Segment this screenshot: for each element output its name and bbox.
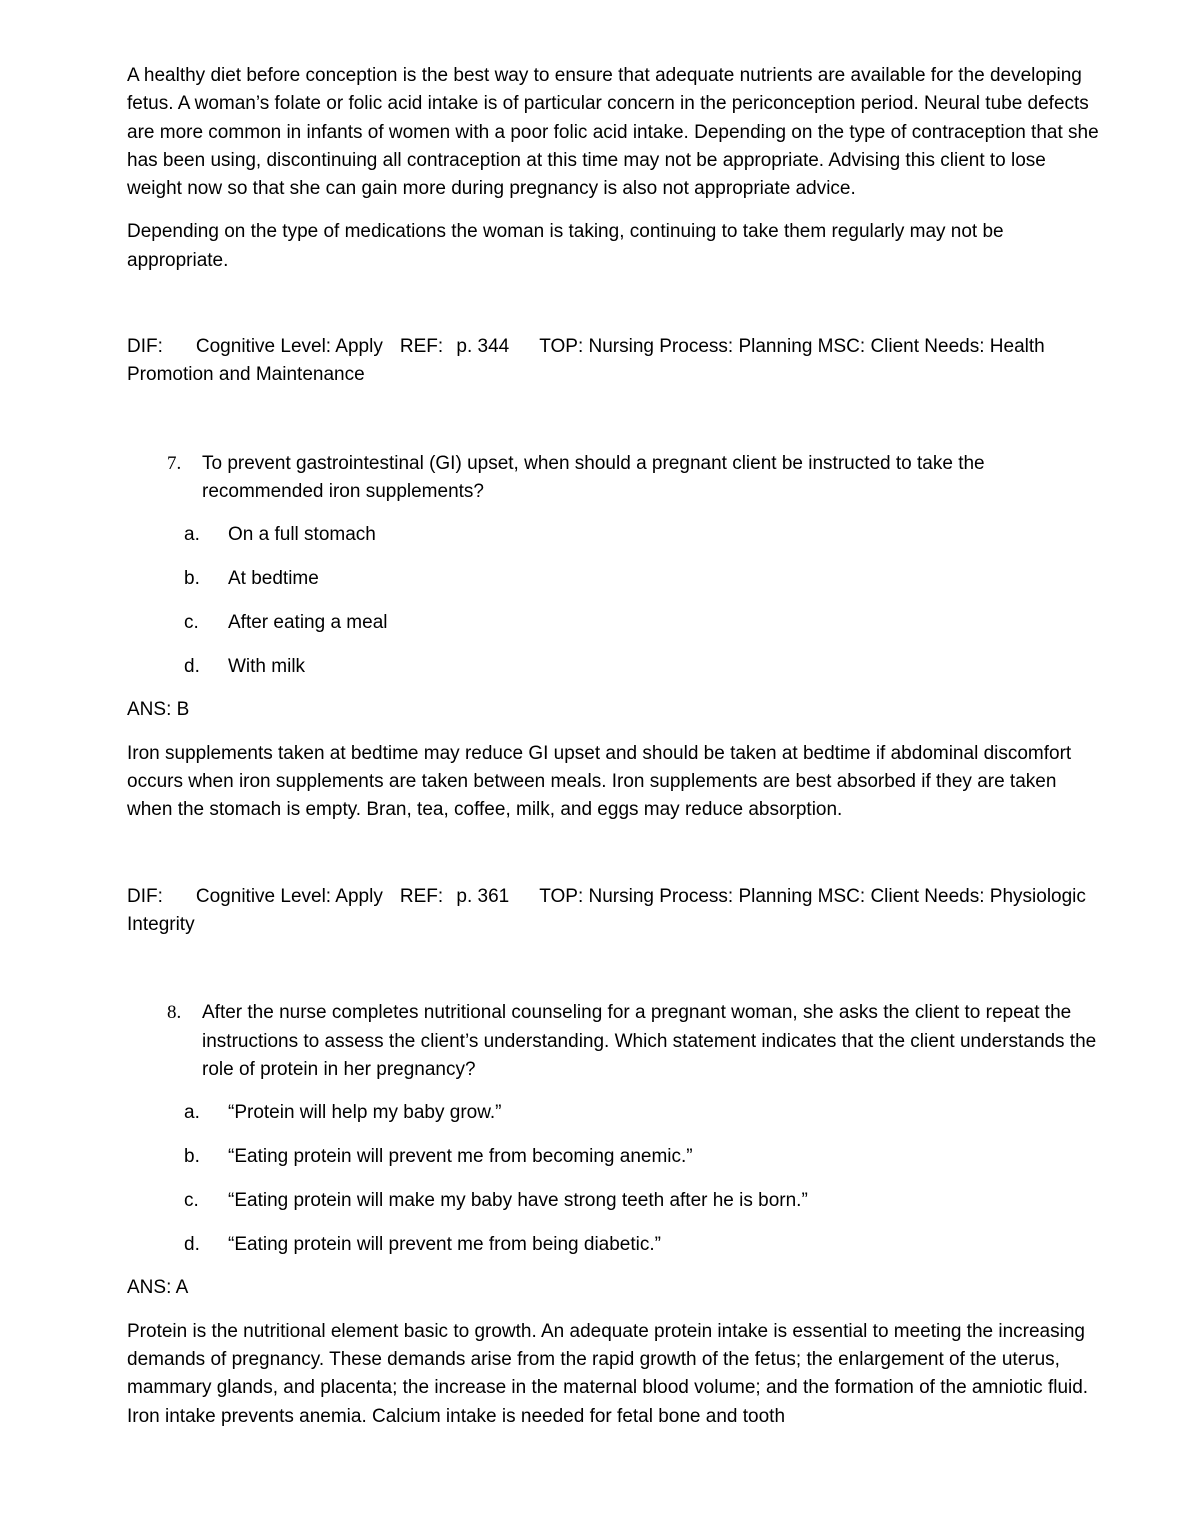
q7-metadata (127, 883, 1102, 940)
option-text: “Eating protein will make my baby have strong teeth after he is born.” (228, 1189, 808, 1211)
option-text: “Eating protein will prevent me from being diabetic.” (228, 1233, 661, 1255)
ref-label: REF: (399, 336, 444, 358)
question-text: After the nurse completes nutritional counseling for a pregnant woman, she asks the client to repeat the instructions to assess the client’s understanding. Which statement indicates that the client understands the role of protein in her pregnancy? (202, 1002, 1097, 1080)
option-b (184, 565, 1102, 593)
question-number: 8. (167, 1002, 182, 1024)
question-7-rationale: Iron supplements taken at bedtime may reduce GI upset and should be taken at bedtime if abdominal discomfort occurs when iron supplements are taken between meals. Iron supplements are best absorbed if they are taken when the stomach is empty. Bran, tea, coffee, milk, and eggs may reduce absorption. (127, 742, 1072, 821)
option-letter: d. (184, 655, 200, 677)
dif-label: DIF: (127, 336, 163, 358)
option-a (184, 521, 1102, 549)
meta-rest: TOP: Nursing Process: Planning MSC: Client Needs: Health Promotion and Maintenance (127, 336, 1045, 386)
question-7-options (127, 521, 1102, 681)
option-letter: c. (184, 1189, 199, 1211)
option-d (184, 653, 1102, 681)
option-letter: b. (184, 1145, 200, 1167)
question-number: 7. (167, 452, 182, 474)
dif-value: Cognitive Level: Apply (195, 885, 383, 907)
option-letter: d. (184, 1233, 200, 1255)
option-letter: b. (184, 568, 200, 590)
option-letter: c. (184, 611, 199, 633)
question-text: To prevent gastrointestinal (GI) upset, when should a pregnant client be instructed to take the recommended iron supplements? (202, 452, 985, 502)
ref-label: REF: (399, 885, 444, 907)
dif-label: DIF: (127, 885, 163, 907)
ref-value: p. 361 (456, 885, 510, 907)
question-8-rationale: Protein is the nutritional element basic to growth. An adequate protein intake is essential to meeting the increasing demands of pregnancy. These demands arise from the rapid growth of the fetus; the enlargement of the uterus, mammary glands, and placenta; the increase in the maternal blood volume; and the formation of the amniotic fluid. Iron intake prevents anemia. Calcium intake is needed for fetal bone and tooth (127, 1320, 1089, 1427)
document-page (127, 62, 1102, 1431)
option-text: With milk (228, 655, 306, 677)
option-c (184, 609, 1102, 637)
option-d (184, 1231, 1102, 1259)
option-text: “Eating protein will prevent me from becoming anemic.” (228, 1145, 693, 1167)
option-text: At bedtime (228, 568, 319, 590)
option-letter: a. (184, 1102, 200, 1124)
question-8-options (127, 1099, 1102, 1259)
option-b (184, 1143, 1102, 1171)
option-letter: a. (184, 524, 200, 546)
question-8-answer: ANS: A (127, 1277, 189, 1299)
option-text: “Protein will help my baby grow.” (228, 1102, 502, 1124)
ref-value: p. 344 (456, 336, 510, 358)
option-text: On a full stomach (228, 524, 376, 546)
question-7 (127, 450, 1102, 507)
option-c (184, 1187, 1102, 1215)
dif-value: Cognitive Level: Apply (195, 336, 383, 358)
intro-paragraph-2: Depending on the type of medications the woman is taking, continuing to take them regularly may not be appropriate. (127, 221, 1004, 271)
option-text: After eating a meal (228, 611, 388, 633)
question-7-answer: ANS: B (127, 699, 190, 721)
option-a (184, 1099, 1102, 1127)
q6-metadata (127, 333, 1102, 390)
question-8 (127, 999, 1102, 1084)
meta-rest: TOP: Nursing Process: Planning MSC: Client Needs: Physiologic Integrity (127, 885, 1086, 935)
intro-paragraph-1: A healthy diet before conception is the best way to ensure that adequate nutrients are available for the developing fetus. A woman’s folate or folic acid intake is of particular concern in the periconception period. Neural tube defects are more common in infants of women with a poor folic acid intake. Depending on the type of contraception that she has been using, discontinuing all contraception at this time may not be appropriate. Advising this client to lose weight now so that she can gain more during pregnancy is also not appropriate advice. (127, 65, 1099, 200)
